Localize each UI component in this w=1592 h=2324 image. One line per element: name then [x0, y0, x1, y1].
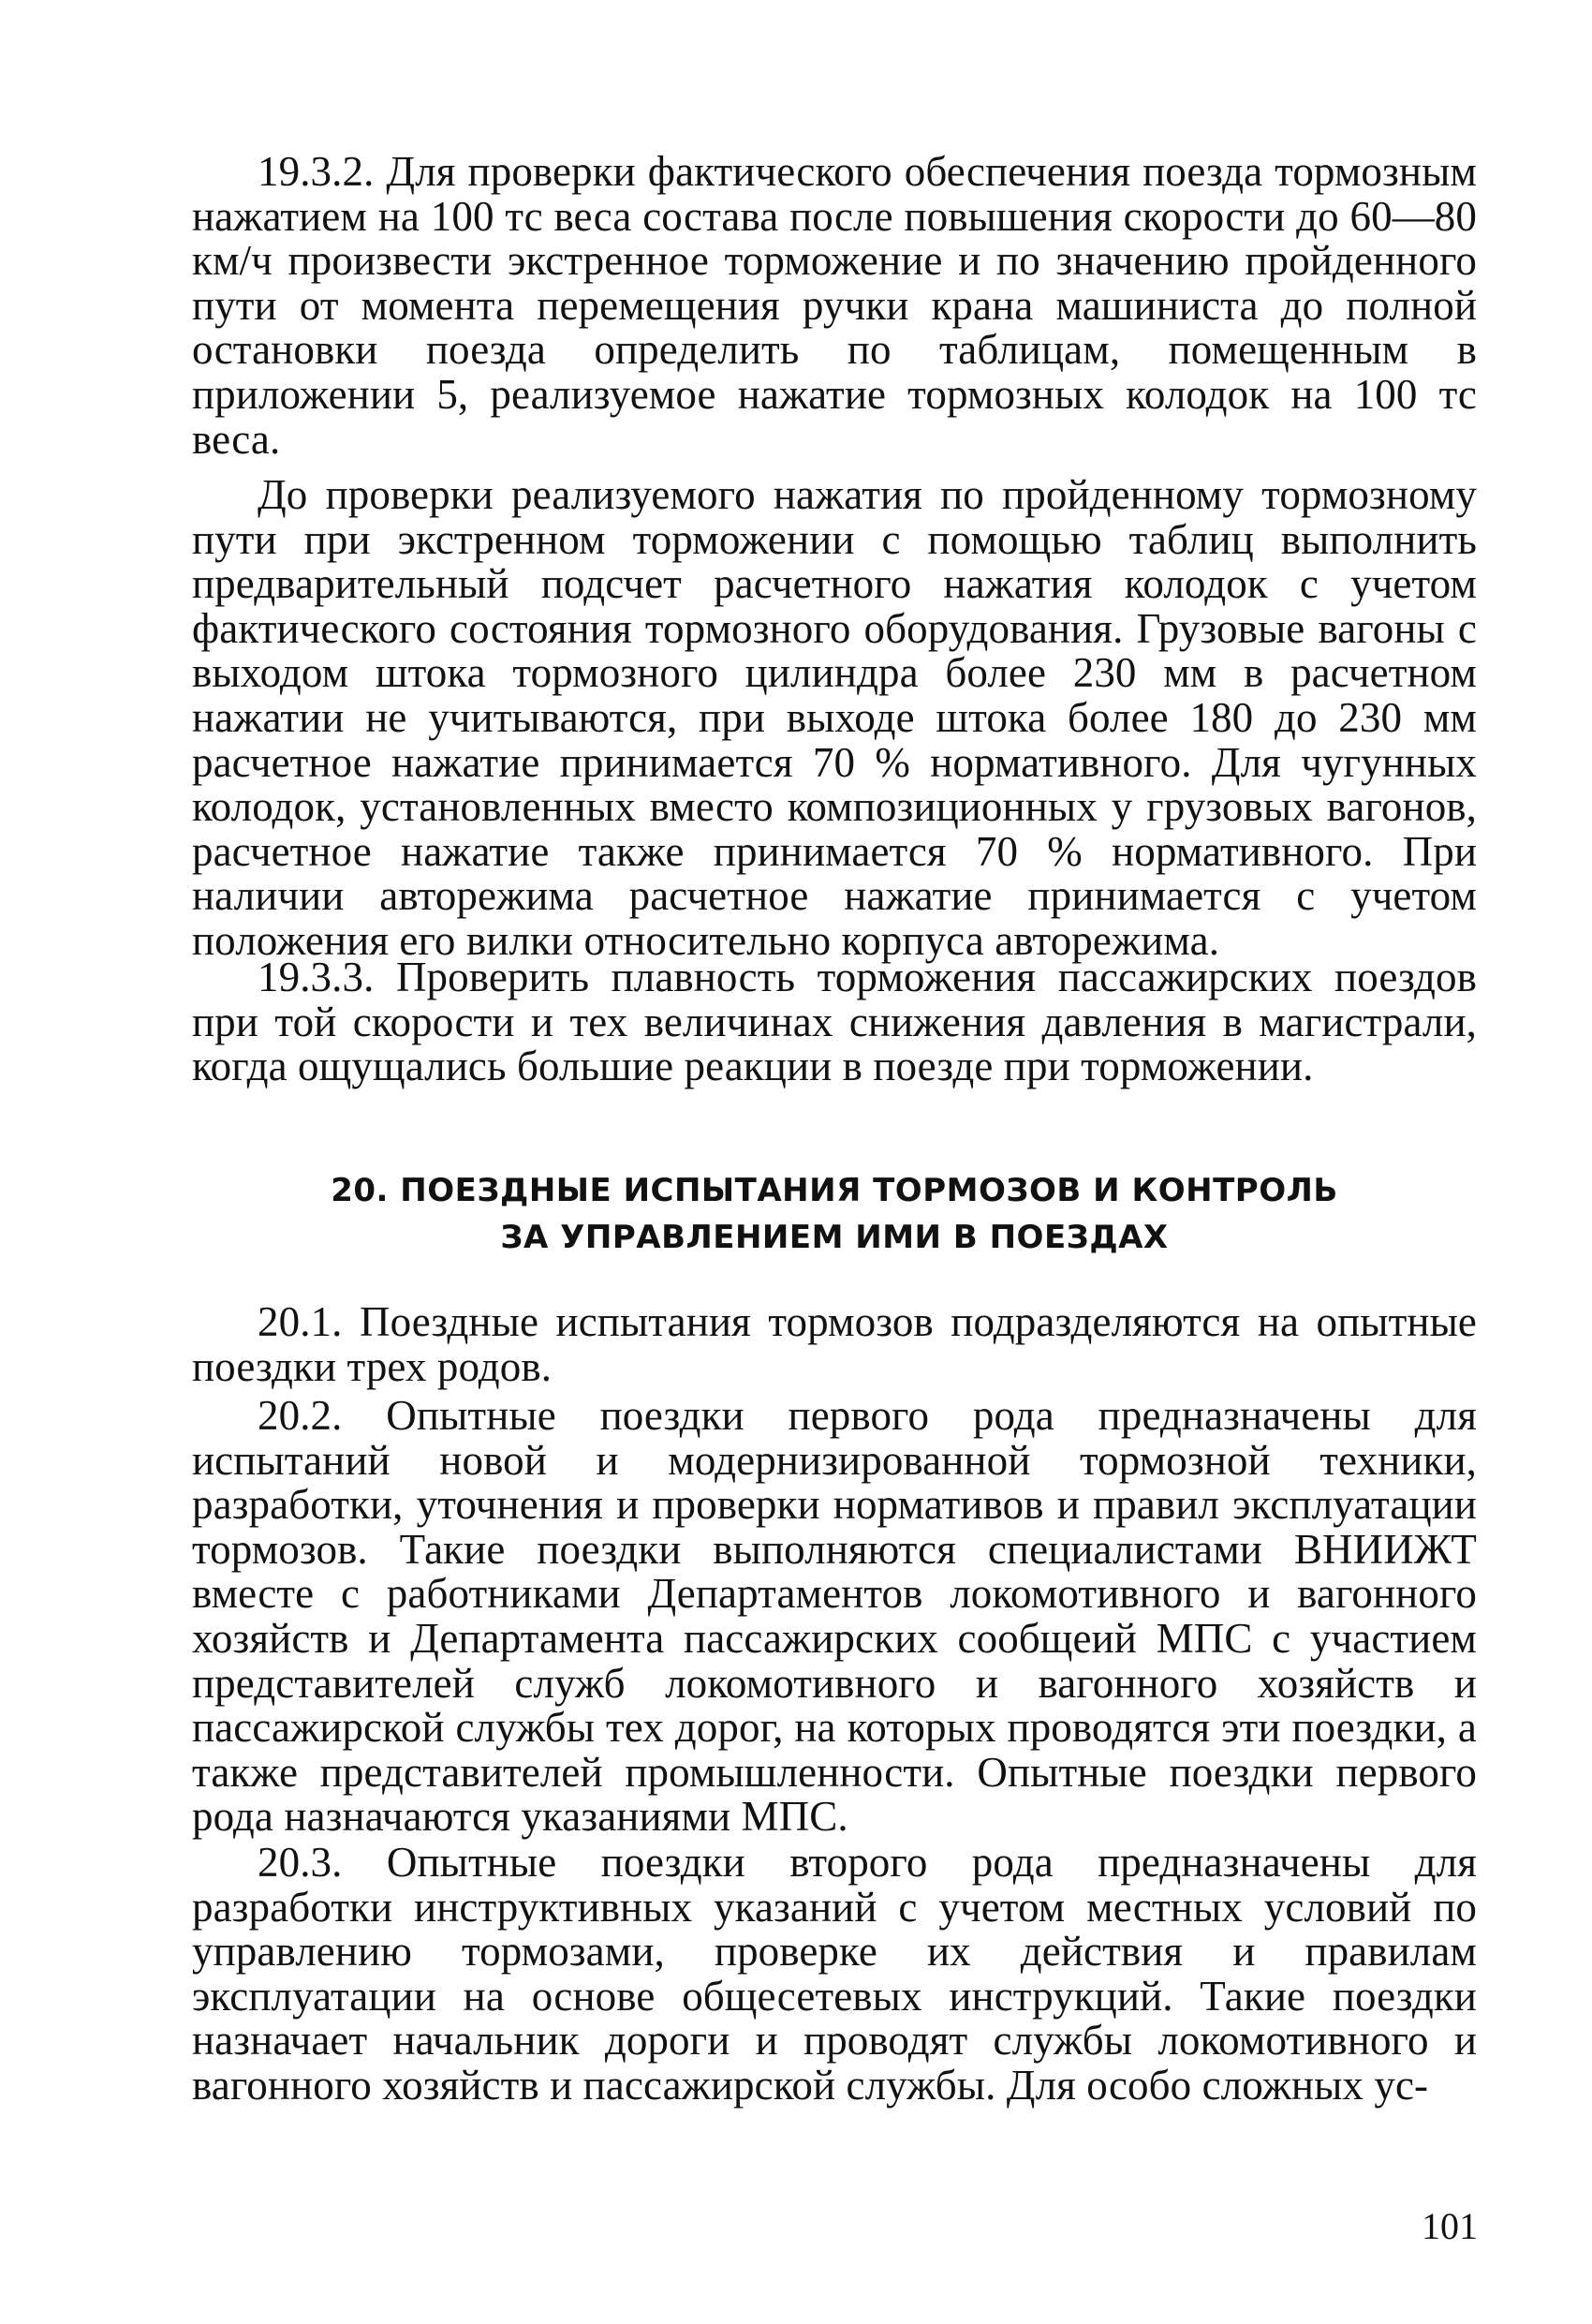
page-number: 101 — [1422, 2205, 1478, 2247]
paragraph-20-3: 20.3. Опытные поездки второго рода предназначены для разработки инструктивных указаний с учетом местных условий по управлению тормозами, проверке их действия и правилам эксплуатации на основе общесетевых инструкций. Такие поездки назначает начальник дороги и проводят службы локомотивного и вагонного хозяйств и пассажирской службы. Для особо сложных ус- — [192, 1839, 1477, 2109]
paragraph-calc-pressure: До проверки реализуемого нажатия по пройденному тормозному пути при экстренном торможении с помощью таблиц выполнить предварительный подсчет расчетного нажатия колодок с учетом фактического состояния тормозного оборудования. Грузовые вагоны с выходом штока тормозного цилиндра более 230 мм в расчетном нажатии не учитываются, при выходе штока более 180 до 230 мм расчетное нажатие принимается 70 % нормативного. Для чугунных колодок, установленных вместо композиционных у грузовых вагонов, расчетное нажатие также принимается 70 % нормативного. При наличии авторежима расчетное нажатие принимается с учетом положения его вилки относительно корпуса авторежима. — [192, 471, 1477, 964]
section-heading-line-1: 20. ПОЕЗДНЫЕ ИСПЫТАНИЯ ТОРМОЗОВ И КОНТРОЛЬ — [331, 1172, 1338, 1209]
paragraph-20-2: 20.2. Опытные поездки первого рода предназначены для испытаний новой и модернизированной тормозной техники, разработки, уточнения и проверки нормативов и правил эксплуатации тормозов. Такие поездки выполняются специалистами ВНИИЖТ вместе с работниками Департаментов локомотивного и вагонного хозяйств и Департамента пассажирских сообщеий МПС с участием представителей служб локомотивного и вагонного хозяйств и пассажирской службы тех дорог, на которых проводятся эти поездки, а также представителей промышленности. Опытные поездки первого рода назначаются указаниями МПС. — [192, 1392, 1477, 1841]
paragraph-20-1: 20.1. Поездные испытания тормозов подразделяются на опытные поездки трех родов. — [192, 1298, 1477, 1390]
section-heading-line-2: ЗА УПРАВЛЕНИЕМ ИМИ В ПОЕЗДАХ — [500, 1219, 1169, 1256]
paragraph-19-3-3: 19.3.3. Проверить плавность торможения пассажирских поездов при той скорости и тех величинах снижения давления в магистрали, когда ощущались большие реакции в поезде при торможении. — [192, 954, 1477, 1090]
section-heading-20 — [192, 1167, 1477, 1261]
paragraph-19-3-2: 19.3.2. Для проверки фактического обеспечения поезда тормозным нажатием на 100 тс веса состава после повышения скорости до 60—80 км/ч произвести экстренное торможение и по значению пройденного пути от момента перемещения ручки крана машиниста до полной остановки поезда определить по таблицам, помещенным в приложении 5, реализуемое нажатие тормозных колодок на 100 тс веса. — [192, 148, 1477, 463]
